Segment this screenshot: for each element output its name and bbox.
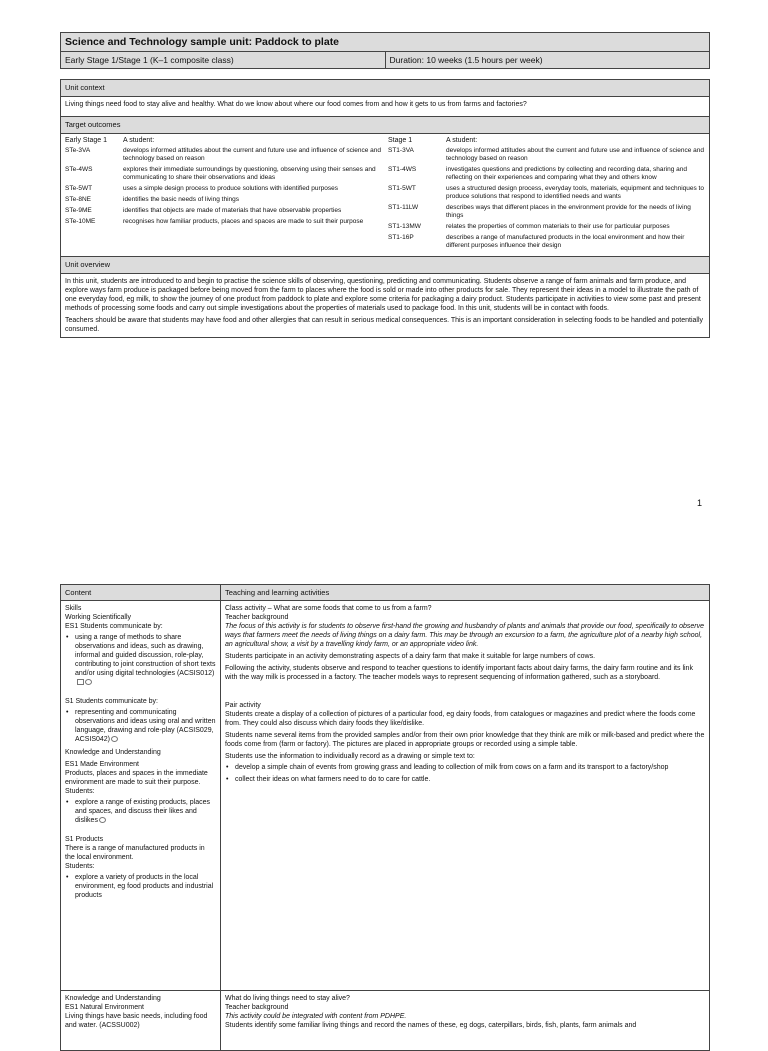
outcome-row: STe-3VA develops informed attitudes about the current and future use and influence of science and technology based on reason xyxy=(65,147,382,162)
outcome-row: ST1-16P describes a range of manufactured products in the local environment and how their different purposes influence their design xyxy=(388,234,685,249)
target-outcomes-label: Target outcomes xyxy=(61,117,710,134)
content-cell xyxy=(61,601,221,991)
s1-communicate-intro: S1 Students communicate by: xyxy=(65,698,158,705)
overview-paragraph: In this unit, students are introduced to and begin to practise the science skills of observing, questioning, predicting and communicating. Students observe a range of farm animals and farm produce, and explore ways farm produce is packaged before being moved from the farm to places where the food is sold or made into other products for sale. They represent their ideas in a model to illustrate the path of one everyday food, eg milk, to show the journey of one product from paddock to plate and explore some criteria for packaging a dairy product. Students participate in activities to view some past and present methods of processing some foods and carry out simple investigations about the properties of materials used to package food. In this unit, students will be in contact with foods. xyxy=(65,278,701,312)
outcome-row: ST1-5WT uses a structured design process, everyday tools, materials, equipment and techniques to produce solutions that respond to identified needs and wants xyxy=(388,185,704,200)
activity-paragraph: Students identify some familiar living things and record the names of these, eg dogs, caterpillars, birds, fish, plants, farm animals and xyxy=(225,1022,637,1029)
content-bullet: • using a range of methods to share observations and ideas, such as drawing, informal and guided discussion, role-play, contributing to joint construction of short texts and/or using digital technologies (ACSIS012) xyxy=(65,633,216,687)
activity-question: What do living things need to stay alive? xyxy=(225,995,350,1002)
products-heading: S1 Products xyxy=(65,836,104,843)
students-label: Students: xyxy=(65,863,95,870)
outcome-row: ST1-11LW describes ways that different places in the environment provide for the needs of living things xyxy=(388,204,691,219)
students-label: Students: xyxy=(65,788,95,795)
outcome-row: STe-5WT uses a simple design process to produce solutions with identified purposes xyxy=(65,185,338,192)
link-icon xyxy=(111,736,118,742)
content-bullet: • explore a range of existing products, places and spaces, and discuss their likes and dislikes xyxy=(65,798,216,825)
document-icon xyxy=(77,679,84,685)
knowledge-understanding-heading: Knowledge and Understanding xyxy=(65,995,161,1002)
document-page-2 xyxy=(60,584,710,1051)
teacher-background-text: This activity could be integrated with content from PDHPE. xyxy=(225,1013,407,1020)
outcome-row: ST1-3VA develops informed attitudes about the current and future use and influence of science and technology based on reason xyxy=(388,147,705,162)
stage-cell: Early Stage 1/Stage 1 (K–1 composite class) xyxy=(61,52,386,69)
content-bullet: • explore a variety of products in the local environment, eg food products and industrial products xyxy=(65,873,216,900)
activity-paragraph: Students participate in an activity demonstrating aspects of a dairy farm that make it suitable for large numbers of cows. xyxy=(225,653,596,660)
class-activity-heading: Class activity – What are some foods that come to us from a farm? xyxy=(225,605,432,612)
made-environment-text: Products, places and spaces in the immediate environment are made to suit their purpose. xyxy=(65,770,208,786)
activity-bullet: • collect their ideas on what farmers need to do to care for cattle. xyxy=(225,775,705,784)
content-header: Content xyxy=(61,585,221,601)
pair-activity-heading: Pair activity xyxy=(225,702,261,709)
outcomes-stage-label: Stage 1 xyxy=(388,137,413,144)
content-bullet: • representing and communicating observations and ideas using oral and written language, drawing and role-play (ACSIS029, ACSIS042) xyxy=(65,708,216,744)
natural-environment-text: Living things have basic needs, including food and water. (ACSSU002) xyxy=(65,1013,208,1029)
activities-cell xyxy=(221,991,710,1051)
teacher-background-heading: Teacher background xyxy=(225,614,289,621)
working-scientifically-heading: Working Scientifically xyxy=(65,614,132,621)
unit-header-table xyxy=(60,32,710,69)
outcomes-stage-1 xyxy=(388,137,705,253)
teacher-background-text: The focus of this activity is for students to observe first-hand the growing and husbandry of plants and animals that provide our food, specifically to observe ways that farmers meet the needs of living things on a dairy farm. This may be through an excursion to a farm, the agriculture plot of a nearby high school, an agricultural show, a visit by a travelling kindy farm, or an appropriate video link. xyxy=(225,623,704,648)
outcome-row: STe-4WS explores their immediate surroundings by questioning, observing using their senses and communicating to share their observations and ideas xyxy=(65,166,376,181)
teacher-background-heading: Teacher background xyxy=(225,1004,289,1011)
document-page-1 xyxy=(60,32,710,338)
outcomes-stage-label: Early Stage 1 xyxy=(65,137,108,144)
outcome-row: ST1-13MW relates the properties of common materials to their use for particular purposes xyxy=(388,223,670,230)
knowledge-understanding-heading: Knowledge and Understanding xyxy=(65,749,161,756)
outcome-row: STe-8NE identifies the basic needs of living things xyxy=(65,196,239,203)
outcome-row: STe-10ME recognises how familiar products, places and spaces are made to suit their purpose xyxy=(65,218,364,225)
page-number: 1 xyxy=(697,498,703,508)
activity-paragraph: Students use the information to individually record as a drawing or simple text to: xyxy=(225,753,475,760)
content-activities-table xyxy=(60,584,710,1051)
overview-paragraph: Teachers should be aware that students may have food and other allergies that can result in serious medical consequences. This is an important consideration in selecting foods to be handled and potentially consumed. xyxy=(65,317,704,333)
link-icon xyxy=(85,679,92,685)
unit-title: Science and Technology sample unit: Paddock to plate xyxy=(61,33,710,52)
unit-context-text: Living things need food to stay alive and healthy. What do we know about where our food comes from and how it gets to us from farms and factories? xyxy=(61,97,710,117)
outcomes-intro: A student: xyxy=(446,137,478,144)
activity-paragraph: Students name several items from the provided samples and/or from their own prior knowledge that they think are milk or milk-based and predict where the foods come from (farm or factory). The pictures are placed in appropriate groups or recorded using a simple table. xyxy=(225,732,705,748)
activities-cell xyxy=(221,601,710,991)
unit-overview-label: Unit overview xyxy=(61,257,710,274)
unit-overview-body xyxy=(61,274,710,338)
target-outcomes-body xyxy=(61,134,710,257)
activity-bullet: • develop a simple chain of events from growing grass and leading to collection of milk from cows on a farm and its transport to a factory/shop xyxy=(225,763,705,772)
made-environment-heading: ES1 Made Environment xyxy=(65,761,139,768)
unit-context-label: Unit context xyxy=(61,80,710,97)
activity-paragraph: Following the activity, students observe and respond to teacher questions to identify important facts about dairy farms, the dairy farm routine and its link with the way milk is processed in a factory. The teacher models ways to represent sequencing of information gathered, such as a storyboard. xyxy=(225,665,693,681)
es1-communicate-intro: ES1 Students communicate by: xyxy=(65,623,163,630)
skills-heading: Skills xyxy=(65,605,82,612)
activities-header: Teaching and learning activities xyxy=(221,585,710,601)
outcome-row: ST1-4WS investigates questions and predictions by collecting and recording data, sharing and reflecting on their experiences and comparing what they and others know xyxy=(388,166,688,181)
products-text: There is a range of manufactured products in the local environment. xyxy=(65,845,205,861)
content-cell xyxy=(61,991,221,1051)
natural-environment-heading: ES1 Natural Environment xyxy=(65,1004,144,1011)
outcomes-early-stage-1 xyxy=(65,137,382,253)
activity-paragraph: Students create a display of a collection of pictures of a particular food, eg dairy foods, from catalogues or magazines and predict where the foods come from. They could also discuss which dairy foods they like/dislike. xyxy=(225,711,696,727)
unit-details-table xyxy=(60,79,710,338)
duration-cell: Duration: 10 weeks (1.5 hours per week) xyxy=(385,52,710,69)
outcomes-intro: A student: xyxy=(123,137,155,144)
link-icon xyxy=(99,817,106,823)
outcome-row: STe-9ME identifies that objects are made of materials that have observable properties xyxy=(65,207,342,214)
